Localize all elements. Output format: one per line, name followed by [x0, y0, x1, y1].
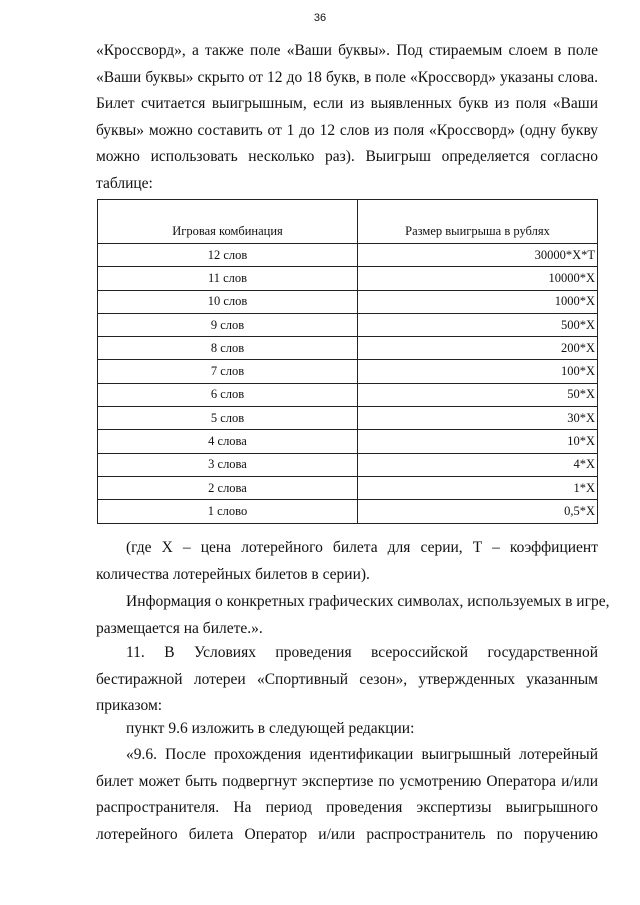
prize-cell: 4*X: [358, 453, 598, 476]
prize-cell: 30000*X*T: [358, 244, 598, 267]
prize-cell: 30*X: [358, 407, 598, 430]
prize-cell: 200*X: [358, 337, 598, 360]
clause-paragraph: [96, 742, 598, 848]
prize-cell: 500*X: [358, 313, 598, 336]
note-paragraph: [96, 535, 598, 588]
column-header-prize: Размер выигрыша в рублях: [358, 200, 598, 244]
prize-cell: 50*X: [358, 383, 598, 406]
combination-cell: 6 слов: [98, 383, 358, 406]
text-line: можно использовать несколько раз). Выигрыш определяется согласно: [96, 148, 598, 165]
table-row: [98, 244, 598, 267]
table-row: [98, 453, 598, 476]
text-line: пункт 9.6 изложить в следующей редакции:: [126, 720, 415, 737]
table-row: [98, 337, 598, 360]
prize-cell: 1*X: [358, 476, 598, 499]
text-line: 11. В Условиях проведения всероссийской государственной: [126, 644, 598, 661]
point-paragraph: [96, 716, 598, 743]
table-header-row: [98, 200, 598, 244]
prize-cell: 10*X: [358, 430, 598, 453]
text-line: Информация о конкретных графических символах, используемых в игре,: [126, 593, 610, 610]
text-line: таблице:: [96, 174, 153, 192]
text-line: «Кроссворд», а также поле «Ваши буквы». Под стираемым слоем в поле: [96, 42, 598, 59]
combination-cell: 8 слов: [98, 337, 358, 360]
prize-cell: 0,5*X: [358, 500, 598, 523]
text-line: Билет считается выигрышным, если из выявленных букв из поля «Ваши: [96, 95, 598, 112]
table-row: [98, 430, 598, 453]
combination-cell: 11 слов: [98, 267, 358, 290]
text-line: количества лотерейных билетов в серии).: [96, 565, 370, 583]
table-row: [98, 500, 598, 523]
page-number: 36: [313, 12, 327, 24]
text-line: (где X – цена лотерейного билета для серии, T – коэффициент: [126, 539, 598, 556]
info-paragraph: [96, 589, 610, 642]
intro-paragraph: [96, 38, 598, 197]
text-line: приказом:: [96, 697, 163, 714]
combination-cell: 1 слово: [98, 500, 358, 523]
text-line: размещается на билете.».: [96, 619, 263, 637]
text-line: распространителя. На период проведения экспертизы выигрышного: [96, 799, 598, 816]
table-row: [98, 407, 598, 430]
combination-cell: 3 слова: [98, 453, 358, 476]
item-11-paragraph: [96, 640, 598, 720]
table-row: [98, 267, 598, 290]
combination-cell: 2 слова: [98, 476, 358, 499]
text-line: лотерейного билета Оператор и/или распространитель по поручению: [96, 825, 598, 843]
combination-cell: 12 слов: [98, 244, 358, 267]
combination-cell: 10 слов: [98, 290, 358, 313]
text-line: билет может быть подвергнут экспертизе по усмотрению Оператора и/или: [96, 772, 598, 790]
prize-cell: 100*X: [358, 360, 598, 383]
combination-cell: 7 слов: [98, 360, 358, 383]
table-row: [98, 476, 598, 499]
combination-cell: 4 слова: [98, 430, 358, 453]
column-header-combination: Игровая комбинация: [98, 200, 358, 244]
combination-cell: 9 слов: [98, 313, 358, 336]
prize-table: [97, 199, 598, 524]
table-row: [98, 290, 598, 313]
text-line: бестиражной лотереи «Спортивный сезон», утвержденных указанным: [96, 670, 598, 688]
table-row: [98, 313, 598, 336]
table-row: [98, 360, 598, 383]
prize-cell: 10000*X: [358, 267, 598, 290]
text-line: «Ваши буквы» скрыто от 12 до 18 букв, в поле «Кроссворд» указаны слова.: [96, 68, 598, 86]
text-line: буквы» можно составить от 1 до 12 слов из поля «Кроссворд» (одну букву: [96, 121, 598, 139]
table-row: [98, 383, 598, 406]
prize-cell: 1000*X: [358, 290, 598, 313]
text-line: «9.6. После прохождения идентификации выигрышный лотерейный: [126, 746, 598, 763]
combination-cell: 5 слов: [98, 407, 358, 430]
